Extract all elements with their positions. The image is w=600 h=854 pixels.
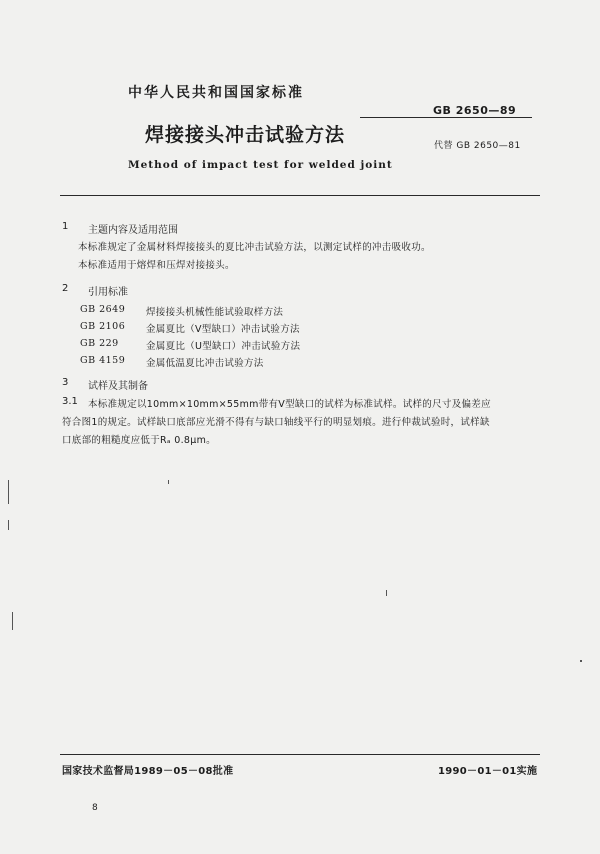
effective-date: 1990－01－01实施 — [438, 766, 538, 777]
scan-mark — [8, 480, 9, 504]
reference-code-1: GB 2649 — [80, 304, 126, 315]
reference-code-3: GB 229 — [80, 338, 119, 349]
footer-divider — [60, 754, 540, 755]
clause-3-1-number: 3.1 — [62, 396, 78, 407]
clause-3-1-line-1: 本标准规定以10mm×10mm×55mm带有V型缺口的试样为标准试样。试样的尺寸及偏差应 — [88, 399, 491, 410]
section-3-number: 3 — [62, 377, 69, 388]
reference-code-4: GB 4159 — [80, 355, 126, 366]
reference-title-4: 金属低温夏比冲击试验方法 — [146, 358, 264, 369]
reference-title-1: 焊接接头机械性能试验取样方法 — [146, 307, 284, 318]
reference-title-3: 金属夏比（U型缺口）冲击试验方法 — [146, 341, 301, 352]
section-1-paragraph-1: 本标准规定了金属材料焊接接头的夏比冲击试验方法，以测定试样的冲击吸收功。 — [78, 242, 431, 253]
clause-3-1-line-2: 符合图1的规定。试样缺口底部应光滑不得有与缺口轴线平行的明显划痕。进行仲裁试验时，试样缺 — [62, 417, 490, 428]
standard-code: GB 2650—89 — [433, 104, 517, 117]
scan-mark — [386, 590, 387, 596]
title-divider — [60, 195, 540, 196]
scan-mark — [8, 520, 9, 530]
section-1-paragraph-2: 本标准适用于熔焊和压焊对接接头。 — [78, 260, 235, 271]
section-2-title: 引用标准 — [88, 287, 128, 298]
reference-code-2: GB 2106 — [80, 321, 126, 332]
section-1-title: 主题内容及适用范围 — [88, 225, 178, 236]
replaces-standard: 代替 GB 2650—81 — [434, 141, 521, 151]
clause-3-1-line-3: 口底部的粗糙度应低于Rₐ 0.8μm。 — [62, 435, 216, 446]
page-number: 8 — [92, 803, 98, 813]
scan-mark — [12, 612, 13, 630]
scan-mark — [580, 660, 582, 662]
section-1-number: 1 — [62, 221, 69, 232]
section-3-title: 试样及其制备 — [88, 381, 148, 392]
document-title-cn: 焊接接头冲击试验方法 — [145, 124, 346, 146]
reference-title-2: 金属夏比（V型缺口）冲击试验方法 — [146, 324, 300, 335]
national-standard-heading: 中华人民共和国国家标准 — [128, 85, 304, 101]
scan-mark — [168, 480, 169, 484]
document-title-en: Method of impact test for welded joint — [128, 159, 393, 171]
issued-date: 国家技术监督局1989－05－08批准 — [62, 766, 234, 777]
section-2-number: 2 — [62, 283, 69, 294]
header-rule — [360, 117, 532, 118]
